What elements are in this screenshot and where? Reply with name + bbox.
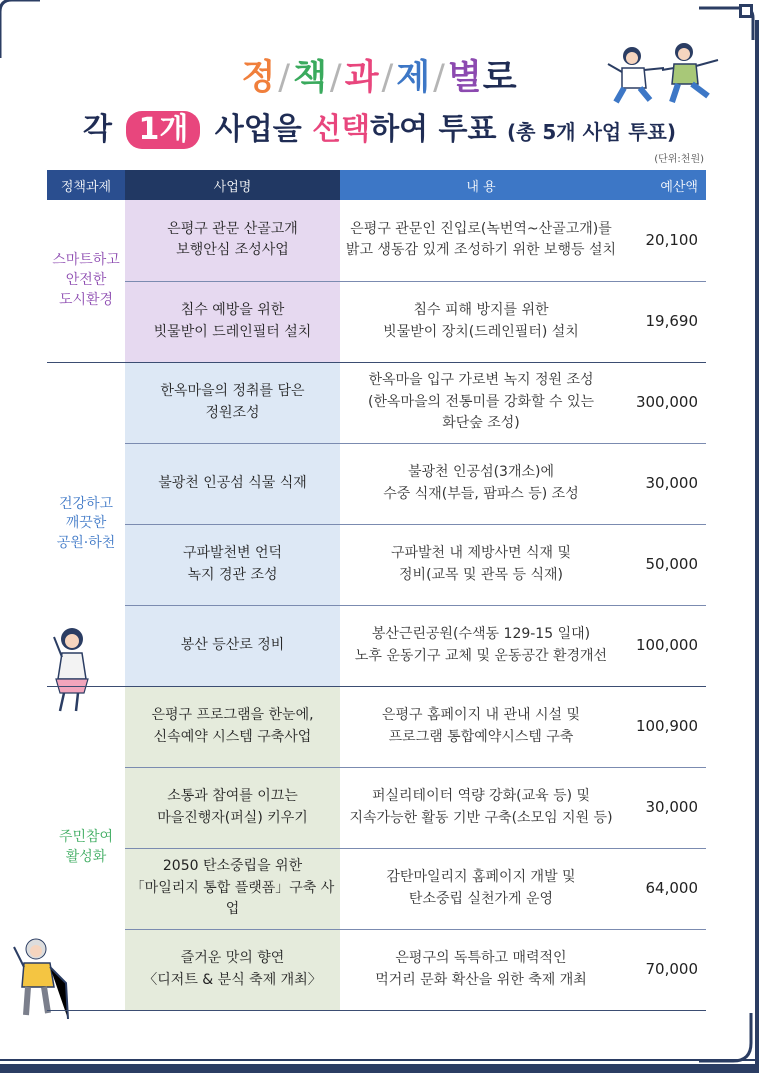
- project-name-cell: [125, 605, 340, 686]
- title-highlight: 선택: [312, 112, 371, 147]
- title-slash: /: [329, 58, 343, 98]
- project-desc-cell: [340, 767, 622, 848]
- header-category: 정책과제: [47, 170, 125, 200]
- project-name-cell: [125, 848, 340, 929]
- project-desc: 구파발천 내 제방사면 식재 및: [390, 544, 572, 561]
- project-name: 신속예약 시스템 구축사업: [153, 728, 312, 745]
- project-name-cell: [125, 929, 340, 1010]
- project-name: 녹지 경관 조성: [187, 566, 278, 583]
- title-note: (총 5개 사업 투표): [506, 120, 676, 144]
- project-desc-cell: [340, 848, 622, 929]
- category-cell: [47, 686, 125, 1010]
- project-name: 빗물받이 드레인필터 설치: [153, 323, 312, 340]
- frame-right-border: [755, 20, 759, 1073]
- project-name: 침수 예방을 위한: [180, 301, 285, 318]
- table-row: [47, 281, 706, 362]
- project-desc-cell: [340, 200, 622, 281]
- category-label: 활성화: [65, 849, 107, 865]
- project-desc: 화단숲 조성): [442, 415, 520, 432]
- corner-ornament-top-right: [699, 0, 759, 40]
- project-name: 마을진행자(퍼실) 키우기: [157, 809, 308, 826]
- budget-amount: 70,000: [622, 929, 706, 1010]
- project-name-cell: [125, 524, 340, 605]
- project-name-cell: [125, 281, 340, 362]
- header-content: 내 용: [340, 170, 622, 200]
- category-cell: [47, 362, 125, 686]
- project-desc: 밝고 생동감 있게 조성하기 위한 보행등 설치: [345, 242, 617, 259]
- project-name: 2050 탄소중립을 위한: [162, 857, 303, 874]
- category-label: 스마트하고: [52, 252, 120, 269]
- frame-bottom-border: [0, 1064, 759, 1073]
- project-name: 구파발천변 언덕: [182, 544, 283, 561]
- category-label: 도시환경: [58, 291, 114, 308]
- project-desc: 한옥마을 입구 가로변 녹지 정원 조성: [368, 371, 594, 388]
- budget-amount: 64,000: [622, 848, 706, 929]
- project-name-cell: [125, 362, 340, 443]
- category-label: 공원·하천: [56, 534, 116, 551]
- category-label: 안전한: [65, 271, 107, 288]
- title-slash: /: [381, 58, 395, 98]
- budget-amount: 100,900: [622, 686, 706, 767]
- project-desc-cell: [340, 524, 622, 605]
- category-cell: [47, 200, 125, 362]
- table-row: [47, 686, 706, 767]
- project-desc: 탄소중립 실천가게 운영: [408, 890, 554, 907]
- header-name: 사업명: [125, 170, 340, 200]
- table-row: [47, 200, 706, 281]
- title-char: 정: [241, 58, 277, 98]
- project-name: 은평구 관문 산골고개: [167, 220, 298, 237]
- count-badge: 1개: [126, 111, 200, 149]
- title-char: 별: [447, 58, 483, 98]
- project-desc: 수중 식재(부들, 팜파스 등) 조성: [383, 485, 579, 502]
- project-name: 즐거운 맛의 향연: [180, 949, 285, 966]
- title-slash: /: [278, 58, 292, 98]
- project-desc-cell: [340, 281, 622, 362]
- page-title-line1: [0, 50, 759, 100]
- project-desc: 퍼실리테이터 역량 강화(교육 등) 및: [371, 787, 591, 804]
- budget-amount: 50,000: [622, 524, 706, 605]
- table-row: [47, 767, 706, 848]
- project-name: 소통과 참여를 이끄는: [167, 787, 298, 804]
- title-char: 제: [396, 58, 432, 98]
- title-middle: 사업을: [214, 112, 302, 147]
- project-name: 보행안심 조성사업: [176, 242, 289, 259]
- project-desc: 프로그램 통합예약시스템 구축: [388, 728, 574, 745]
- project-name-cell: [125, 200, 340, 281]
- project-name-cell: [125, 767, 340, 848]
- unit-label: (단위:천원): [654, 154, 704, 165]
- project-desc: 봉산근린공원(수색동 129-15 일대): [371, 625, 591, 642]
- project-name-cell: [125, 443, 340, 524]
- title-char: 책: [293, 58, 328, 98]
- project-desc: 노후 운동기구 교체 및 운동공간 환경개선: [354, 647, 608, 664]
- project-desc-cell: [340, 686, 622, 767]
- title-post: 하여 투표: [370, 112, 497, 147]
- project-desc: 지속가능한 활동 기반 구축(소모임 지원 등): [349, 809, 613, 826]
- project-desc: 은평구 홈페이지 내 관내 시설 및: [381, 706, 581, 723]
- title-prefix: 각: [83, 112, 112, 147]
- budget-amount: 30,000: [622, 767, 706, 848]
- project-desc: 먹거리 문화 확산을 위한 축제 개최: [375, 971, 587, 988]
- table-row: [47, 524, 706, 605]
- project-desc: 은평구 관문인 진입로(녹번역~산골고개)를: [350, 220, 612, 237]
- budget-amount: 30,000: [622, 443, 706, 524]
- project-name: 불광천 인공섬 식물 식재: [158, 474, 307, 491]
- project-desc: (한옥마을의 전통미를 강화할 수 있는: [367, 393, 595, 410]
- table-row: [47, 929, 706, 1010]
- project-desc-cell: [340, 605, 622, 686]
- project-name: 정원조성: [205, 404, 260, 421]
- budget-amount: 300,000: [622, 362, 706, 443]
- project-name: 「마일리지 통합 플랫폼」구축 사업: [130, 879, 335, 918]
- header-budget: 예산액: [622, 170, 706, 200]
- table-row: [47, 362, 706, 443]
- table-row: [47, 443, 706, 524]
- table-row: [47, 848, 706, 929]
- project-name-cell: [125, 686, 340, 767]
- project-desc-cell: [340, 929, 622, 1010]
- corner-ornament-bottom-right: [699, 1013, 759, 1073]
- page-title-line2: [0, 104, 759, 149]
- budget-amount: 100,000: [622, 605, 706, 686]
- table-row: [47, 605, 706, 686]
- budget-amount: 19,690: [622, 281, 706, 362]
- title-suffix: 로: [482, 58, 518, 98]
- category-label: 건강하고: [58, 495, 114, 512]
- project-table: [47, 170, 706, 1011]
- project-desc-cell: [340, 443, 622, 524]
- budget-amount: 20,100: [622, 200, 706, 281]
- project-name: 한옥마을의 정취를 담은: [160, 382, 305, 399]
- category-label: 주민참여: [58, 829, 114, 846]
- title-slash: /: [433, 58, 446, 98]
- project-desc: 정비(교목 및 관목 등 식재): [399, 566, 563, 583]
- table-header-row: [47, 170, 706, 200]
- frame-bottom-line: [0, 1059, 759, 1061]
- project-name: 은평구 프로그램을 한눈에,: [151, 706, 314, 723]
- project-desc: 빗물받이 장치(드레인필터) 설치: [383, 323, 579, 340]
- project-name: 봉산 등산로 정비: [180, 636, 285, 653]
- project-name: 〈디저트 & 분식 축제 개최〉: [143, 971, 322, 988]
- project-desc: 불광천 인공섬(3개소)에: [408, 463, 554, 480]
- table-body: [47, 200, 706, 1010]
- title-char: 과: [344, 58, 380, 98]
- project-desc: 침수 피해 방지를 위한: [413, 301, 549, 318]
- project-desc: 감탄마일리지 홈페이지 개발 및: [386, 868, 576, 885]
- project-desc: 은평구의 독특하고 매력적인: [395, 949, 567, 966]
- project-desc-cell: [340, 362, 622, 443]
- category-label: 깨끗한: [65, 515, 107, 532]
